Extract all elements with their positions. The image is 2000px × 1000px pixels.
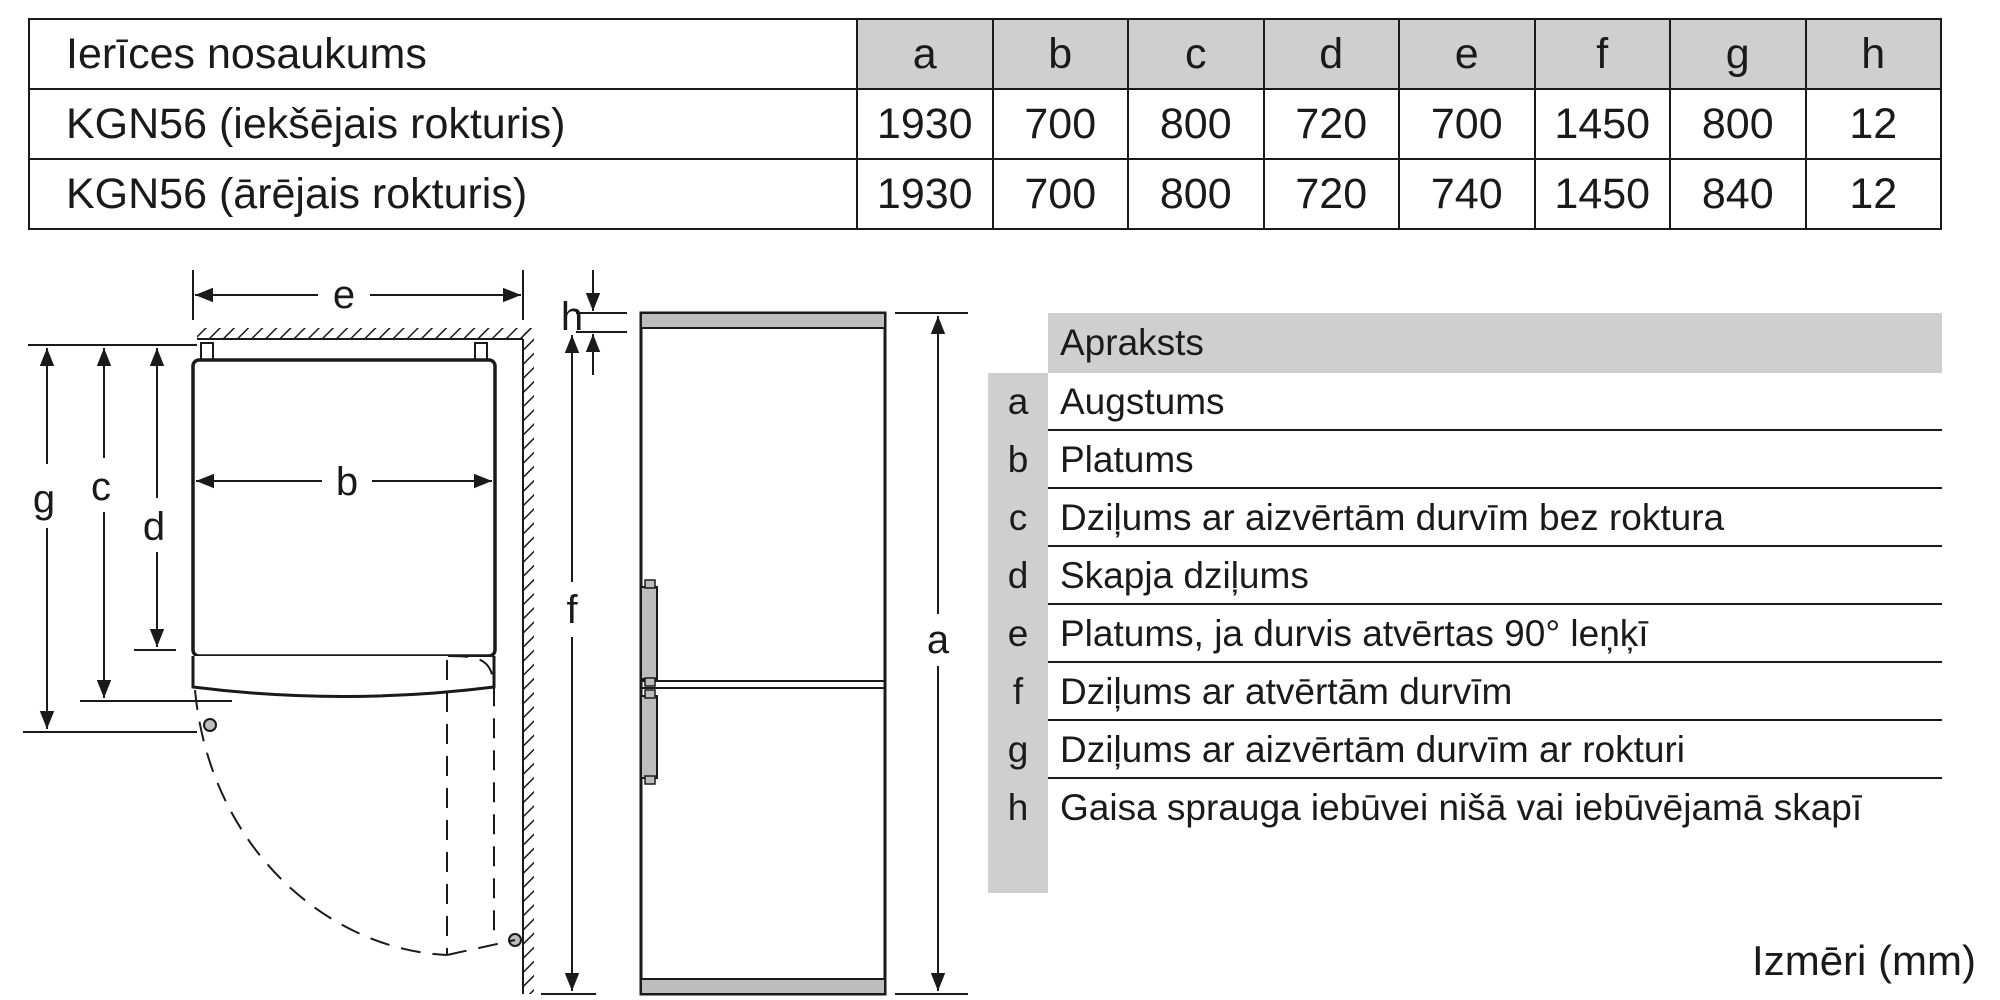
legend-item <box>988 373 1942 431</box>
legend-item <box>988 779 1942 837</box>
legend-key: d <box>1007 555 1029 596</box>
table-cell: 12 <box>1806 159 1942 229</box>
header-col-e: e <box>1399 19 1535 89</box>
units-note: Izmēri (mm) <box>1752 937 1976 984</box>
legend-key: b <box>1007 439 1029 480</box>
table-header-row <box>29 19 1941 89</box>
table-cell: 12 <box>1806 89 1942 159</box>
dimension-label-b: b <box>335 460 359 504</box>
dimension-label-e: e <box>332 273 356 317</box>
legend-text: Platums <box>1048 431 1942 489</box>
fridge-top-view <box>193 343 521 946</box>
dimension-h <box>561 270 627 375</box>
dimensions-table <box>28 18 1942 230</box>
fridge-front-view <box>641 313 885 994</box>
legend-text: Dziļums ar aizvērtām durvīm ar rokturi <box>1048 721 1942 779</box>
table-cell: 840 <box>1670 159 1806 229</box>
table-row <box>29 159 1941 229</box>
legend-item <box>988 547 1942 605</box>
lower-door-handle <box>641 696 657 778</box>
legend-item <box>988 721 1942 779</box>
table-cell: 800 <box>1128 89 1264 159</box>
table-cell: 720 <box>1264 159 1400 229</box>
legend-key: f <box>1012 671 1024 712</box>
header-col-f: f <box>1535 19 1671 89</box>
legend-text: Dziļums ar atvērtām durvīm <box>1048 663 1942 721</box>
header-col-a: a <box>857 19 993 89</box>
dimension-label-g: g <box>32 477 56 521</box>
dimension-g <box>33 348 55 729</box>
table-cell: 700 <box>993 89 1129 159</box>
dimension-a <box>895 313 968 994</box>
table-cell: 800 <box>1670 89 1806 159</box>
dimension-label-c: c <box>91 465 111 509</box>
header-device-name: Ierīces nosaukums <box>29 19 857 89</box>
table-cell: 1450 <box>1535 159 1671 229</box>
header-col-b: b <box>993 19 1129 89</box>
legend-item <box>988 431 1942 489</box>
legend-key: g <box>1007 729 1029 770</box>
dimension-label-h: h <box>560 295 584 339</box>
header-col-g: g <box>1670 19 1806 89</box>
table-cell: 1930 <box>857 89 993 159</box>
dimension-label-d: d <box>142 505 166 549</box>
legend-item <box>988 605 1942 663</box>
legend-key: h <box>1007 787 1029 828</box>
header-col-c: c <box>1128 19 1264 89</box>
table-cell: 740 <box>1399 159 1535 229</box>
dimension-e <box>193 270 523 320</box>
upper-door-handle <box>641 587 657 679</box>
legend-key: a <box>1007 381 1029 422</box>
legend-text: Dziļums ar aizvērtām durvīm bez roktura <box>1048 489 1942 547</box>
legend-text: Augstums <box>1048 373 1942 431</box>
table-cell: 700 <box>1399 89 1535 159</box>
table-cell: 1450 <box>1535 89 1671 159</box>
dimension-label-a: a <box>926 618 950 662</box>
dimension-drawing <box>0 250 990 1000</box>
header-col-d: d <box>1264 19 1400 89</box>
legend-title: Apraksts <box>1048 313 1942 373</box>
legend-text: Platums, ja durvis atvērtas 90° leņķī <box>1048 605 1942 663</box>
legend-item <box>988 489 1942 547</box>
legend-key: e <box>1007 613 1029 654</box>
row-device-name: KGN56 (ārējais rokturis) <box>29 159 857 229</box>
table-cell: 800 <box>1128 159 1264 229</box>
dimension-label-f: f <box>566 588 578 632</box>
table-row <box>29 89 1941 159</box>
table-cell: 720 <box>1264 89 1400 159</box>
dimension-f <box>541 335 596 994</box>
dimension-c <box>91 348 111 698</box>
legend-text: Skapja dziļums <box>1048 547 1942 605</box>
legend-item <box>988 663 1942 721</box>
table-cell: 1930 <box>857 159 993 229</box>
table-cell: 700 <box>993 159 1129 229</box>
legend-text: Gaisa sprauga iebūvei nišā vai iebūvējamā skapī <box>1060 787 1863 828</box>
door-swing-path <box>195 656 515 955</box>
legend-key: c <box>1008 497 1028 538</box>
dimension-d <box>143 348 165 647</box>
row-device-name: KGN56 (iekšējais rokturis) <box>29 89 857 159</box>
header-col-h: h <box>1806 19 1942 89</box>
